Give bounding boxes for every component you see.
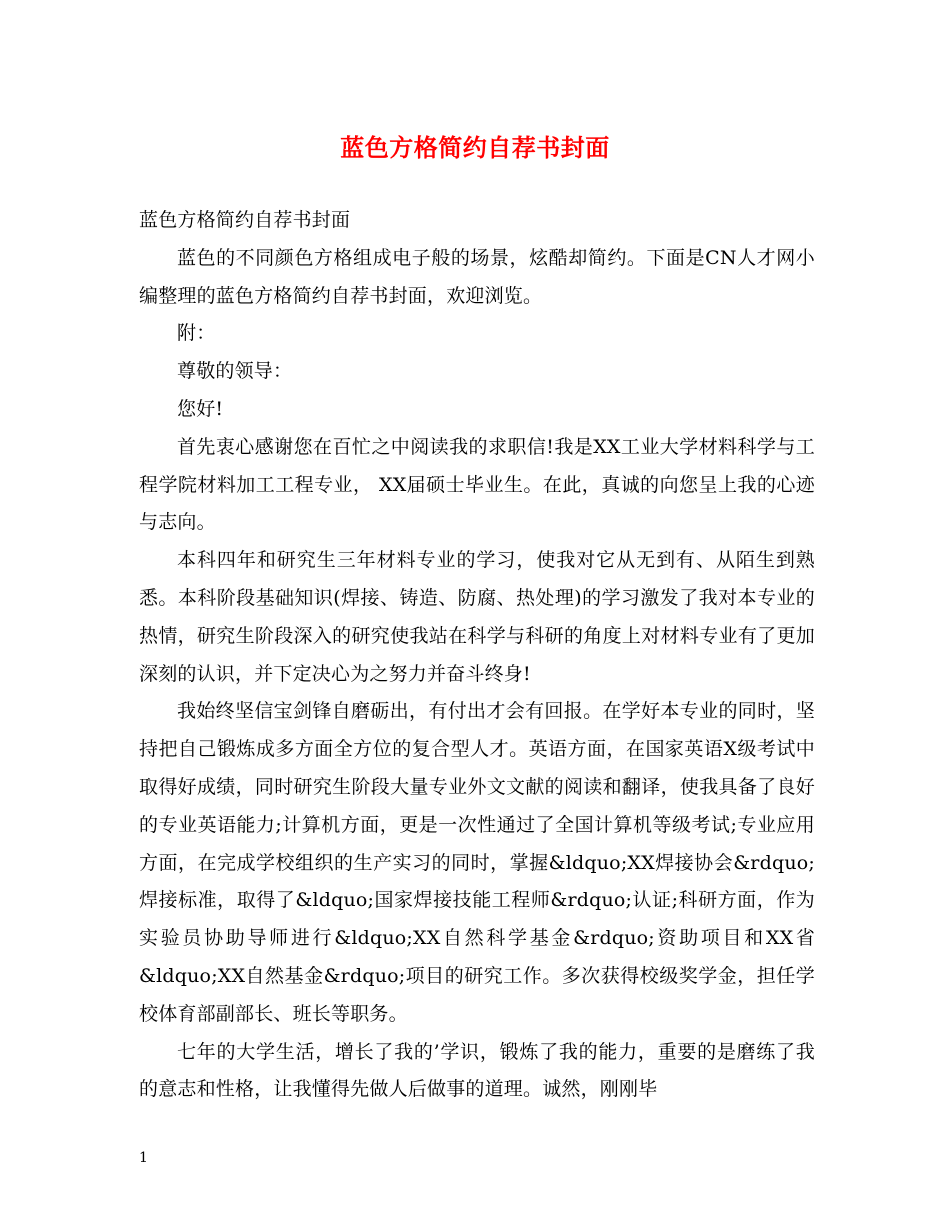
document-subtitle: 蓝色方格简约自荐书封面 — [139, 209, 351, 231]
page-number: 1 — [139, 1150, 148, 1166]
paragraph-intro: 蓝色的不同颜色方格组成电子般的场景，炫酷却简约。下面是CN人才网小编整理的蓝色方格简约自荐书封面，欢迎浏览。 — [139, 246, 815, 307]
paragraph-university-life: 七年的大学生活，增长了我的’学识，锻炼了我的能力，重要的是磨练了我的意志和性格，让我懂得先做人后做事的道理。诚然，刚刚毕 — [139, 1040, 815, 1101]
page-title: 蓝色方格简约自荐书封面 — [340, 133, 610, 162]
paragraph-opening: 首先衷心感谢您在百忙之中阅读我的求职信!我是XX工业大学材料科学与工程学院材料加工工程专业， XX届硕士毕业生。在此，真诚的向您呈上我的心迹与志向。 — [139, 435, 815, 534]
paragraph-skills: 我始终坚信宝剑锋自磨砺出，有付出才会有回报。在学好本专业的同时，坚持把自己锻炼成多方面全方位的复合型人才。英语方面，在国家英语X级考试中取得好成绩，同时研究生阶段大量专业外文文献的阅读和翻译，使我具备了良好的专业英语能力;计算机方面，更是一次性通过了全国计算机等级考试;专业应用方面，在完成学校组织的生产实习的同时，掌握&ldquo;XX焊接协会&rdquo;焊接标准，取得了&ldquo;国家焊接技能工程师&rdquo;认证;科研方面，作为实验员协助导师进行&ldquo;XX自然科学基金&rdquo;资助项目和XX省&ldquo;XX自然基金&rdquo;项目的研究工作。多次获得校级奖学金，担任学校体育部副部长、班长等职务。 — [139, 700, 815, 1025]
paragraph-attachment: 附： — [177, 322, 216, 345]
paragraph-study: 本科四年和研究生三年材料专业的学习，使我对它从无到有、从陌生到熟悉。本科阶段基础知识(焊接、铸造、防腐、热处理)的学习激发了我对本专业的热情，研究生阶段深入的研究使我站在科学与科研的角度上对材料专业有了更加深刻的认识，并下定决心为之努力并奋斗终身! — [139, 549, 815, 685]
paragraph-greeting: 您好! — [177, 397, 224, 420]
document-body — [139, 202, 815, 1109]
paragraph-salutation: 尊敬的领导： — [177, 360, 293, 383]
